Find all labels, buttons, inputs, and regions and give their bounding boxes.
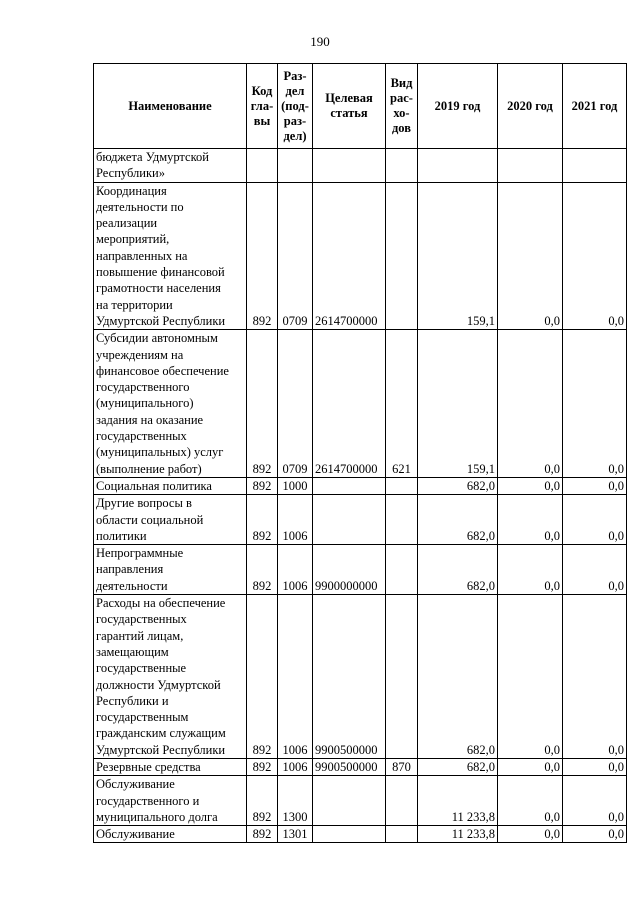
row-section xyxy=(278,149,313,183)
row-2019: 11 233,8 xyxy=(418,826,498,843)
row-name: Расходы на обеспечение государственных гарантий лицам, замещающим государственные должности Удмуртской Республики и государственным гражданским служащим Удмуртской Республики xyxy=(94,595,247,759)
row-2021: 0,0 xyxy=(563,595,627,759)
row-type xyxy=(386,182,418,330)
row-type xyxy=(386,595,418,759)
header-2021: 2021 год xyxy=(563,64,627,149)
row-2021: 0,0 xyxy=(563,826,627,843)
row-section: 1300 xyxy=(278,776,313,826)
row-2019: 682,0 xyxy=(418,477,498,494)
table-row xyxy=(94,545,627,595)
row-type xyxy=(386,826,418,843)
row-2019: 682,0 xyxy=(418,495,498,545)
row-2019: 682,0 xyxy=(418,545,498,595)
row-section: 0709 xyxy=(278,330,313,478)
table-row xyxy=(94,182,627,330)
row-target: 2614700000 xyxy=(313,182,386,330)
row-code: 892 xyxy=(247,495,278,545)
header-row xyxy=(94,64,627,149)
row-2021: 0,0 xyxy=(563,330,627,478)
row-target xyxy=(313,826,386,843)
row-2019: 159,1 xyxy=(418,182,498,330)
row-2020: 0,0 xyxy=(498,595,563,759)
row-2021: 0,0 xyxy=(563,477,627,494)
row-target xyxy=(313,776,386,826)
header-chapter-code: Код гла- вы xyxy=(247,64,278,149)
row-type xyxy=(386,776,418,826)
row-target xyxy=(313,477,386,494)
row-type xyxy=(386,149,418,183)
table-row xyxy=(94,477,627,494)
row-2021: 0,0 xyxy=(563,182,627,330)
row-2021: 0,0 xyxy=(563,776,627,826)
header-target-item: Целевая статья xyxy=(313,64,386,149)
row-2021 xyxy=(563,149,627,183)
row-target xyxy=(313,495,386,545)
header-2020: 2020 год xyxy=(498,64,563,149)
row-2020: 0,0 xyxy=(498,182,563,330)
row-code: 892 xyxy=(247,595,278,759)
row-type xyxy=(386,477,418,494)
row-name: Социальная политика xyxy=(94,477,247,494)
header-name: Наименование xyxy=(94,64,247,149)
row-target: 9900500000 xyxy=(313,595,386,759)
row-code: 892 xyxy=(247,330,278,478)
row-section: 1006 xyxy=(278,758,313,775)
row-type xyxy=(386,545,418,595)
row-name: Другие вопросы в области социальной политики xyxy=(94,495,247,545)
row-2020: 0,0 xyxy=(498,758,563,775)
row-type: 870 xyxy=(386,758,418,775)
row-name: Субсидии автономным учреждениям на финансовое обеспечение государственного (муниципального) задания на оказание государственных (муниципальных) услуг (выполнение работ) xyxy=(94,330,247,478)
row-section: 0709 xyxy=(278,182,313,330)
row-2020: 0,0 xyxy=(498,545,563,595)
table-row xyxy=(94,595,627,759)
table-row xyxy=(94,330,627,478)
row-2020: 0,0 xyxy=(498,495,563,545)
table-row xyxy=(94,758,627,775)
row-code: 892 xyxy=(247,776,278,826)
row-name: Координация деятельности по реализации мероприятий, направленных на повышение финансовой грамотности населения на территории Удмуртской Республики xyxy=(94,182,247,330)
table-row xyxy=(94,826,627,843)
page-number: 190 xyxy=(310,34,330,49)
row-2019 xyxy=(418,149,498,183)
row-code: 892 xyxy=(247,182,278,330)
row-2020: 0,0 xyxy=(498,776,563,826)
table-row xyxy=(94,149,627,183)
row-section: 1000 xyxy=(278,477,313,494)
row-code: 892 xyxy=(247,758,278,775)
row-target: 9900000000 xyxy=(313,545,386,595)
row-code xyxy=(247,149,278,183)
row-name: Резервные средства xyxy=(94,758,247,775)
row-2021: 0,0 xyxy=(563,545,627,595)
row-2019: 682,0 xyxy=(418,758,498,775)
row-2021: 0,0 xyxy=(563,495,627,545)
row-name: Непрограммные направления деятельности xyxy=(94,545,247,595)
row-2021: 0,0 xyxy=(563,758,627,775)
row-target xyxy=(313,149,386,183)
table-row xyxy=(94,776,627,826)
row-section: 1006 xyxy=(278,545,313,595)
row-code: 892 xyxy=(247,477,278,494)
row-target: 2614700000 xyxy=(313,330,386,478)
row-section: 1006 xyxy=(278,595,313,759)
row-2020 xyxy=(498,149,563,183)
row-2020: 0,0 xyxy=(498,477,563,494)
row-name: Обслуживание xyxy=(94,826,247,843)
row-2020: 0,0 xyxy=(498,826,563,843)
budget-table xyxy=(93,63,627,843)
row-2019: 682,0 xyxy=(418,595,498,759)
row-section: 1301 xyxy=(278,826,313,843)
row-code: 892 xyxy=(247,545,278,595)
row-type xyxy=(386,495,418,545)
row-name: бюджета Удмуртской Республики» xyxy=(94,149,247,183)
header-expense-type: Вид рас- хо- дов xyxy=(386,64,418,149)
row-name: Обслуживание государственного и муниципального долга xyxy=(94,776,247,826)
row-target: 9900500000 xyxy=(313,758,386,775)
header-section: Раз- дел (под- раз- дел) xyxy=(278,64,313,149)
table-row xyxy=(94,495,627,545)
header-2019: 2019 год xyxy=(418,64,498,149)
row-section: 1006 xyxy=(278,495,313,545)
row-2019: 159,1 xyxy=(418,330,498,478)
row-type: 621 xyxy=(386,330,418,478)
row-2020: 0,0 xyxy=(498,330,563,478)
row-2019: 11 233,8 xyxy=(418,776,498,826)
row-code: 892 xyxy=(247,826,278,843)
